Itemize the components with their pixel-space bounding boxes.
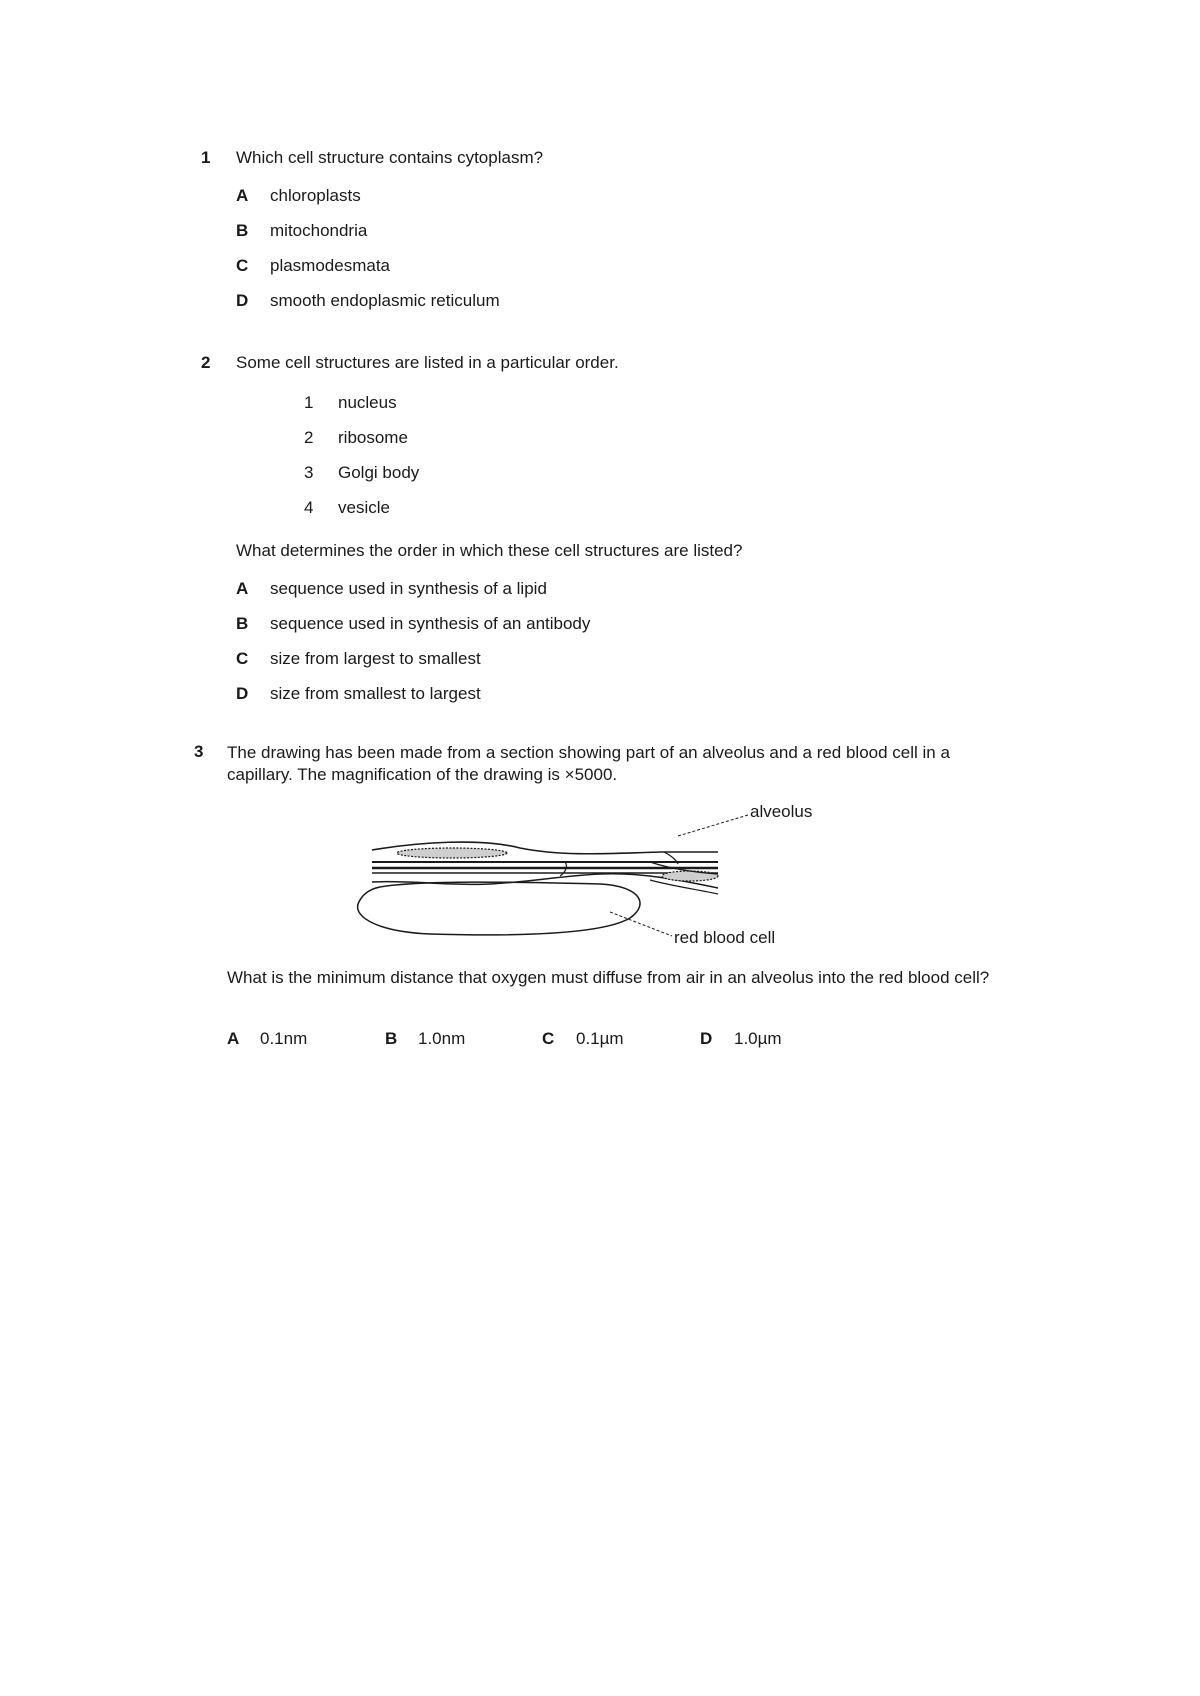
q1-option-b-letter: B	[236, 221, 249, 240]
q2-list-item-vesicle: vesicle	[338, 498, 390, 517]
question-3-stem: The drawing has been made from a section showing part of an alveolus and a red blood cell in a capillary. The magnification of the drawing is ×5000.	[227, 743, 950, 784]
q2-list-item-nucleus: nucleus	[338, 393, 397, 412]
q1-option-b-text: mitochondria	[270, 221, 368, 240]
q2-list-item-ribosome: ribosome	[338, 428, 408, 447]
q2-list-number-2: 2	[304, 428, 314, 447]
q2-option-d-text: size from smallest to largest	[270, 684, 481, 703]
alveolar-cell-edge	[664, 852, 678, 864]
q3-option-d-text: 1.0µm	[734, 1029, 782, 1048]
question-2-number: 2	[201, 353, 211, 372]
question-3-question: What is the minimum distance that oxygen must diffuse from air in an alveolus into the red blood cell?	[227, 968, 990, 987]
q3-option-c-text: 0.1µm	[576, 1029, 624, 1048]
q1-option-c-letter: C	[236, 256, 249, 275]
q3-option-c-letter: C	[542, 1029, 555, 1048]
question-2-stem: Some cell structures are listed in a particular order.	[236, 353, 619, 372]
q3-option-b-text: 1.0nm	[418, 1029, 466, 1048]
cell-junction	[560, 862, 566, 876]
q2-option-d-letter: D	[236, 684, 249, 703]
question-1-stem: Which cell structure contains cytoplasm?	[236, 148, 544, 167]
q1-option-a-letter: A	[236, 186, 249, 205]
alveolus-label: alveolus	[750, 802, 813, 821]
red-blood-cell-label: red blood cell	[674, 928, 776, 947]
question-1-number: 1	[201, 148, 211, 167]
q2-option-b-letter: B	[236, 614, 249, 633]
endothelial-cell-outline	[650, 862, 718, 894]
q2-list-number-1: 1	[304, 393, 314, 412]
alveolus-wall-top	[372, 842, 718, 854]
q2-option-c-text: size from largest to smallest	[270, 649, 481, 668]
question-2-question: What determines the order in which these cell structures are listed?	[236, 541, 743, 560]
alveolar-cell-nucleus	[397, 848, 507, 858]
q1-option-c-text: plasmodesmata	[270, 256, 391, 275]
q1-option-d-text: smooth endoplasmic reticulum	[270, 291, 500, 310]
q3-option-b-letter: B	[385, 1029, 398, 1048]
capillary-endothelium	[372, 874, 718, 888]
red-blood-cell	[358, 882, 640, 935]
endothelial-nucleus	[662, 871, 718, 881]
q3-option-d-letter: D	[700, 1029, 713, 1048]
q2-option-a-letter: A	[236, 579, 249, 598]
question-3-number: 3	[194, 742, 204, 761]
q2-option-b-text: sequence used in synthesis of an antibody	[270, 614, 591, 633]
q2-list-number-3: 3	[304, 463, 314, 482]
q1-option-d-letter: D	[236, 291, 249, 310]
q2-option-c-letter: C	[236, 649, 249, 668]
alveolus-leader-line	[678, 815, 748, 836]
rbc-leader-line	[610, 912, 672, 936]
q3-option-a-letter: A	[227, 1029, 240, 1048]
q1-option-a-text: chloroplasts	[270, 186, 361, 205]
q2-list-item-golgi: Golgi body	[338, 463, 420, 482]
q3-option-a-text: 0.1nm	[260, 1029, 308, 1048]
q2-option-a-text: sequence used in synthesis of a lipid	[270, 579, 547, 598]
q2-list-number-4: 4	[304, 498, 314, 517]
